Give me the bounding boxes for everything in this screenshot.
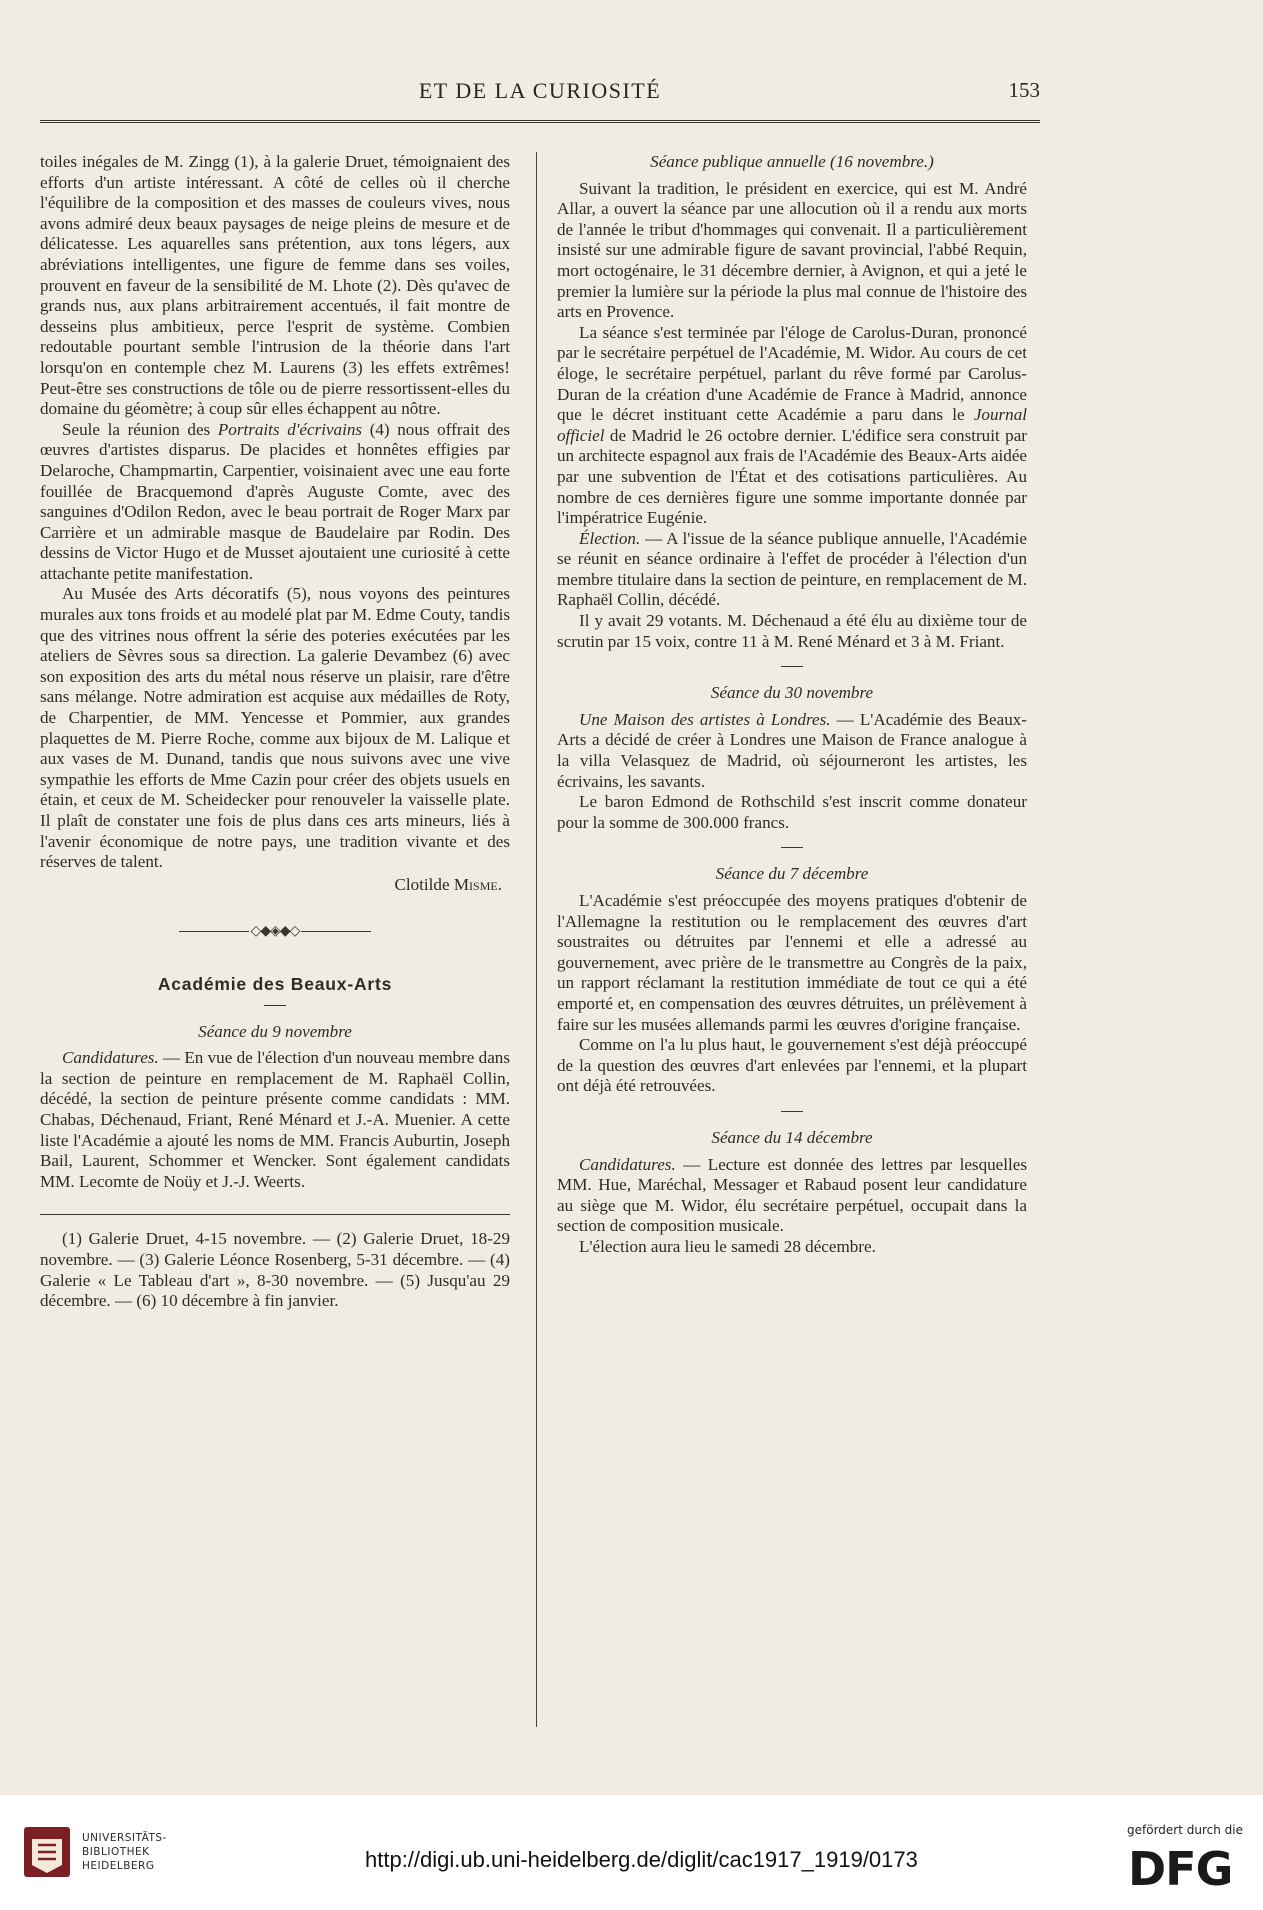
author-signature — [40, 875, 510, 896]
paragraph-election — [557, 529, 1027, 611]
running-head — [40, 78, 1040, 112]
paragraph-arts-decoratifs: Au Musée des Arts décoratifs (5), nous voyons des peintures murales aux tons froids et au modelé plat par M. Edme Couty, tandis que des vitrines nous offrent la série des poteries exécutées par les ateliers de Sèvres sous sa direction. La galerie Devambez (6) avec son exposition des arts du métal nous réserve un plaisir, rare d'être sans mélange. Notre admiration est acquise aux médailles de Roty, de Charpentier, de MM. Yencesse et Pommier, aux grandes plaquettes de M. Pierre Roche, comme aux bijoux de M. Lalique et aux vases de M. Dunand, tandis que nous suivons avec une vive sympathie les efforts de Mme Cazin pour créer des objets usuels en étain, et ceux de M. Scheidecker pour renouveler la vaisselle plate. Il plaît de constater une fois de plus dans ces arts mineurs, liés à l'avenir économique de notre pays, une tradition vivante et des réserves de talent. — [40, 584, 510, 872]
short-dash — [781, 847, 803, 848]
section-title: Académie des Beaux-Arts — [157, 973, 393, 994]
text-run: Seule la réunion des — [62, 419, 218, 439]
short-dash — [781, 666, 803, 667]
page-number: 153 — [1008, 78, 1040, 102]
paragraph-tradition: Suivant la tradition, le président en exercice, qui est M. André Allar, a ouvert la séance par une allocution où il a rendu aux morts de l'année le tribut d'hommages qui convenait. Il a particulièrement insisté sur une admirable figure de savant provincial, l'abbé Requin, mort octogénaire, le 31 décembre dernier, à Avignon, et qui a jeté le premier la lumière sur la période la plus mal connue de l'histoire des arts en Provence. — [557, 178, 1027, 322]
right-column — [557, 152, 1027, 1258]
column-divider — [536, 152, 537, 1727]
paragraph-election-date: L'élection aura lieu le samedi 28 décembre. — [579, 1236, 876, 1256]
session-heading: Séance du 7 décembre — [715, 864, 869, 884]
library-name — [82, 1831, 167, 1873]
footnotes: (1) Galerie Druet, 4-15 novembre. — (2) Galerie Druet, 18-29 novembre. — (3) Galerie Léonce Rosenberg, 5-31 décembre. — (4) Galerie « Le Tableau d'art », 8-30 novembre. — (5) Jusqu'au 29 décembre. — (6) 10 décembre à fin janvier. — [40, 1229, 510, 1311]
paragraph-retrouvees: Comme on l'a lu plus haut, le gouvernement s'est déjà préoccupé de la question des œuvres d'art enlevées par l'ennemi, et la plupart ont déjà été retrouvées. — [557, 1035, 1027, 1096]
library-name-line: BIBLIOTHEK — [82, 1846, 150, 1858]
university-seal-icon — [22, 1825, 72, 1879]
ornament-line — [301, 931, 371, 932]
text-run: de Madrid le 26 octobre dernier. L'édifice sera construit par un architecte espagnol aux frais de l'Académie des Beaux-Arts aidée par une subvention de l'État et des cotisations particulières. Au nombre de ces dernières figure une somme importante donnée par l'impératrice Eugénie. — [557, 425, 1027, 528]
lead-word: Candidatures. — [62, 1048, 159, 1068]
text-run: La séance s'est terminée par l'éloge de Carolus-Duran, prononcé par le secrétaire perpétuel de l'Académie, M. Widor. Au cours de cet éloge, le secrétaire perpétuel, parlant du rêve formé par Carolus-Duran de la création d'une Académie de France à Madrid, annonce que le décret instituant cette Académie a paru dans le — [557, 322, 1027, 425]
left-column — [40, 152, 510, 1312]
short-dash — [264, 1005, 286, 1006]
ornament-line — [179, 931, 249, 932]
text-run: — En vue de l'élection d'un nouveau membre dans la section de peinture en remplacement de M. Raphaël Collin, décédé, la section de peinture présente comme candidats : MM. Chabas, Déchenaud, Friant, René Ménard et J.-A. Muenier. A cette liste l'Académie a ajouté les noms de MM. Francis Auburtin, Joseph Bail, Laurent, Schommer et Wencker. Sont également candidats MM. Lecomte de Noüy et J.-J. Weerts. — [40, 1048, 510, 1191]
paragraph-votes: Il y avait 29 votants. M. Déchenaud a été élu au dixième tour de scrutin par 15 voix, contre 11 à M. René Ménard et 3 à M. Friant. — [557, 611, 1027, 651]
session-heading: Séance du 14 décembre — [711, 1127, 873, 1147]
signature-first-name: Clotilde — [394, 874, 454, 894]
short-dash — [781, 1111, 803, 1112]
library-name-line: UNIVERSITÄTS- — [82, 1832, 167, 1844]
paragraph-portraits — [40, 420, 510, 585]
ornament-icon: ◇◆◈◆◇ — [250, 923, 300, 940]
paragraph-carolus-duran — [557, 323, 1027, 529]
paragraph-zingg: toiles inégales de M. Zingg (1), à la galerie Druet, témoignaient des efforts d'un artiste intéressant. A côté de celles où il cherche l'équilibre de la composition et des masses de couleurs vives, nous avons admiré deux beaux paysages de neige pleins de mesure et de délicatesse. Les aquarelles sans prétention, aux tons légers, aux abréviations intelligentes, une figure de femme dans ses voiles, prouvent en faveur de la sensibilité de M. Lhote (2). Dès qu'avec de grands nus, aux plans arbitrairement accentués, il fait montre de desseins plus ambitieux, perce l'esprit de système. Combien redoutable pourtant semble l'intrusion de la théorie dans l'art lorsqu'on en contemple chez M. Laurens (3) les effets extrêmes! Peut-être ses constructions de tôle ou de pierre ressortissent-elles du domaine du géomètre; à coup sûr elles échappent au nôtre. — [40, 152, 510, 419]
paragraph-maison-londres — [557, 710, 1027, 792]
lead-phrase: Une Maison des artistes à Londres. — [579, 709, 831, 729]
text-run: — Lecture est donnée des lettres par lesquelles MM. Hue, Maréchal, Messager et Rabaud posent leur candidature au siège que M. Widor, élu secrétaire perpétuel, occupait dans la section de composition musicale. — [557, 1154, 1027, 1236]
lead-word: Élection. — [579, 528, 641, 548]
permalink-url[interactable]: http://digi.ub.uni-heidelberg.de/diglit/cac1917_1919/0173 — [365, 1847, 918, 1872]
signature-last-name: Misme. — [453, 874, 502, 894]
footnote-rule — [40, 1214, 510, 1215]
lead-word: Candidatures. — [579, 1154, 676, 1174]
paragraph-candidatures — [40, 1048, 510, 1192]
header-rule — [40, 120, 1040, 123]
dfg-logo-icon — [1128, 1843, 1246, 1891]
viewer-footer — [0, 1795, 1263, 1910]
running-title: ET DE LA CURIOSITÉ — [418, 78, 662, 103]
paragraph-candidatures-musique — [557, 1155, 1027, 1237]
library-name-line: HEIDELBERG — [82, 1860, 155, 1872]
italic-title: Portraits d'écrivains — [217, 419, 363, 439]
text-run: — L'Académie des Beaux-Arts a décidé de créer à Londres une Maison de France analogue à la villa Velasquez de Madrid, où séjourneront les artistes, les écrivains, les savants. — [557, 709, 1027, 791]
paragraph-restitution: L'Académie s'est préoccupée des moyens pratiques d'obtenir de l'Allemagne la restitution ou le remplacement des œuvres d'art soustraites ou détruites par l'ennemi et elle a adressé au gouvernement, avec prière de le transmettre au Congrès de la paix, un rapport réclamant la restitution immédiate de tout ce qui a été emporté et, en compensation des œuvres détruites, un prélèvement à faire sur les musées allemands parmi les œuvres d'origine française. — [557, 891, 1027, 1034]
ornament-divider — [40, 921, 510, 942]
text-run: — A l'issue de la séance publique annuelle, l'Académie se réunit en séance ordinaire à l'effet de procéder à l'élection d'un membre titulaire dans la section de peinture, en remplacement de M. Raphaël Collin, décédé. — [557, 528, 1027, 610]
paragraph-rothschild: Le baron Edmond de Rothschild s'est inscrit comme donateur pour la somme de 300.000 francs. — [557, 792, 1027, 832]
italic-title: Journal officiel — [557, 405, 1027, 445]
text-run: (4) nous offrait des œuvres d'artistes disparus. De placides et honnêtes effigies par Delaroche, Champmartin, Carpentier, voisinaient avec une eau forte fouillée de Bracquemond d'après Auguste Comte, avec des sanguines d'Odilon Redon, avec le beau portrait de Roger Marx par Carrière et un admirable masque de Baudelaire par Rodin. Des dessins de Victor Hugo et de Musset ajoutaient une curiosité à cette attachante petite manifestation. — [40, 419, 510, 583]
dfg-logo-text: DFG — [1128, 1843, 1233, 1891]
session-heading: Séance publique annuelle (16 novembre.) — [650, 152, 934, 171]
funded-by-label: gefördert durch die — [1127, 1823, 1243, 1837]
session-heading: Séance du 30 novembre — [710, 683, 874, 703]
session-heading: Séance du 9 novembre — [198, 1021, 352, 1041]
